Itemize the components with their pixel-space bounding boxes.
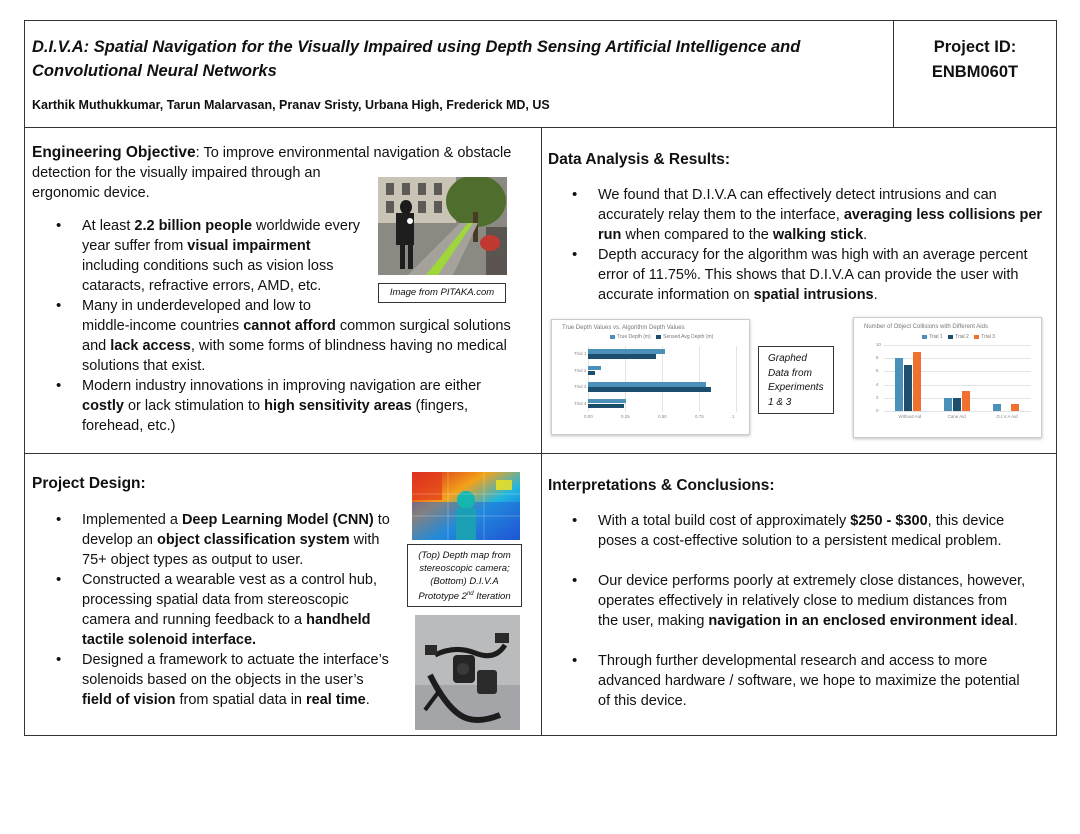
chart1-bar [588,354,656,359]
chart1-category-label: Trial 2 [574,367,587,373]
depth-comparison-chart [551,319,750,435]
chart1-bar [588,387,711,392]
chart2-title: Number of Object Collisions with Different Aids [864,324,988,330]
chart2-legend-series-2: Trial 2 [955,334,969,340]
chart2-gridline [884,345,1031,346]
chart2-gridline [884,411,1031,412]
design-caption: (Top) Depth map from stereoscopic camera; (Bottom) D.I.V.A Prototype 2nd Iteration [407,544,522,607]
conclusions-heading: Interpretations & Conclusions: [548,477,775,494]
chart1-x-tick: 1 [732,414,735,419]
chart1-x-tick: 0.75 [695,414,704,419]
chart1-gridline [736,346,737,412]
chart2-bar [993,404,1001,411]
title-line-1: D.I.V.A: Spatial Navigation for the Visually Impaired using Depth Sensing Artificial Intelligence and [32,38,801,56]
chart2-legend-series-3: Trial 3 [981,334,995,340]
chart-caption: Graphed Data from Experiments 1 & 3 [758,346,834,414]
results-heading: Data Analysis & Results: [548,151,731,168]
design-heading: Project Design: [32,475,146,492]
chart1-legend-series-2: Sensed Avg Depth (m) [663,334,714,340]
chart2-y-tick: 10 [876,342,882,347]
chart2-y-tick: 2 [876,394,879,400]
chart2-legend-series-1: Trial 1 [929,334,943,340]
depth-map-image [412,472,520,540]
chart1-category-label: Trial 1 [574,351,587,357]
poster-title [32,35,892,83]
chart1-gridline [662,346,663,412]
chart2-bar [904,365,912,411]
chart2-category-label: D.I.V.A Aid [996,414,1018,419]
chart2-y-tick: 6 [876,368,879,374]
project-id-value: ENBM060T [931,63,1019,81]
collisions-chart [853,317,1042,438]
chart2-bar [953,398,961,411]
objective-bullets [32,216,537,436]
objective-intro: Engineering Objective: To improve environmental navigation & obstacle detection for the visually impaired through an ergonomic device. [32,144,512,201]
chart2-gridline [884,358,1031,359]
chart1-gridline [699,346,700,412]
chart1-legend-series-1: True Depth (m) [617,334,651,340]
chart2-bar [962,391,970,411]
conclusions-bullet-2: • Our device performs poorly at extremely close distances, however, operates effectively in relatively close to medium distances from the user, making navigation in an enclosed environment ideal. [548,571,1053,631]
chart1-plot-area [574,346,736,420]
project-id [894,35,1056,85]
project-id-label: Project ID: [933,38,1017,56]
chart2-category-label: Cane Aid [947,414,966,419]
prototype-photo [415,615,520,730]
chart2-y-tick: 8 [876,355,879,361]
chart1-x-tick: 0.25 [621,414,630,419]
results-bullet-1: • We found that D.I.V.A can effectively detect intrusions and can accurately relay them to the interface, averaging less collisions per run when compared to the walking stick. [548,185,1053,245]
authors: Karthik Muthukkumar, Tarun Malarvasan, Pranav Sristy, Urbana High, Frederick MD, US [32,98,550,112]
design-bullet-3: • Designed a framework to actuate the interface’s solenoids based on the objects in the user’s field of vision from spatial data in real time. [32,650,407,710]
chart2-bar [913,352,921,411]
chart1-x-tick: 0.50 [658,414,667,419]
chart2-plot-area [876,342,1031,420]
results-bullet-2: • Depth accuracy for the algorithm was high with an average percent error of 11.75%. This shows that D.I.V.A can provide the user with accurate information on spatial intrusions. [548,245,1053,305]
chart2-legend [918,334,995,340]
objective-bullet-1: • At least 2.2 billion people worldwide every year suffer from visual impairment including conditions such as vision loss cataracts, refractive errors, AMD, etc. [32,216,537,296]
chart1-legend [606,334,713,340]
chart2-bar [944,398,952,411]
chart1-bar [588,349,665,354]
chart2-category-label: Without Aid [898,414,922,419]
chart2-y-tick: 4 [876,381,879,387]
chart1-bar [588,399,626,404]
conclusions-bullet-3: • Through further developmental research and access to more advanced hardware / software, we hope to maximize the potential of this device. [548,651,1053,711]
objective-bullet-3: • Modern industry innovations in improving navigation are either costly or lack stimulation to high sensitivity areas (fingers, forehead, etc.) [32,376,537,436]
objective-bullet-2: • Many in underdeveloped and low to middle-income countries cannot afford common surgical solutions and lack access, with some forms of blindness having no medical solutions that exist. [32,296,537,376]
design-bullets [32,510,407,710]
chart2-y-tick: 0 [876,408,879,413]
chart1-bar [588,366,601,371]
conclusions-bullet-1: • With a total build cost of approximately $250 - $300, this device poses a cost-effective solution to a persistent medical problem. [548,511,1053,551]
objective-heading: Engineering Objective [32,144,196,161]
design-bullet-1: • Implemented a Deep Learning Model (CNN) to develop an object classification system with 75+ object types as output to user. [32,510,407,570]
chart1-bar [588,404,624,409]
results-bullets [548,185,1053,305]
chart1-bar [588,371,595,376]
chart2-bar [895,358,903,411]
photo-caption: Image from PITAKA.com [378,283,506,303]
conclusions-bullets [548,511,1053,711]
title-line-2: Convolutional Neural Networks [32,62,277,80]
design-bullet-2: • Constructed a wearable vest as a control hub, processing spatial data from stereoscopic camera and running feedback to a handheld tactile solenoid interface. [32,570,407,650]
chart1-bar [588,382,706,387]
chart1-category-label: Trial 3 [574,384,587,390]
chart2-bar [1011,404,1019,411]
chart1-title: True Depth Values vs. Algorithm Depth Values [562,325,685,331]
chart1-x-tick: 0.00 [584,414,593,419]
chart1-category-label: Trial 4 [574,400,587,406]
